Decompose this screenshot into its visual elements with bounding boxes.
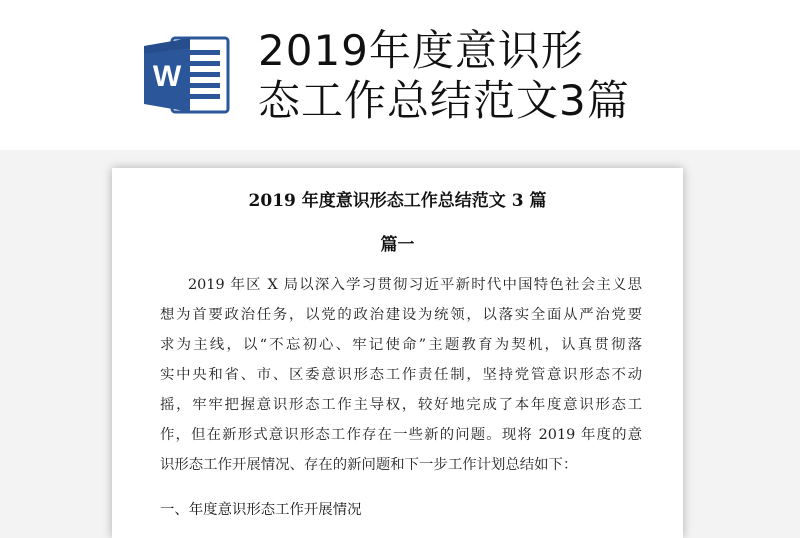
section-title: 篇一 [380,235,415,255]
document-title: 2019 年度意识形态工作总结范文 3 篇 [248,191,547,211]
word-document-icon [144,34,230,116]
paragraph-line: 求为主线，以“不忘初心、牢记使命”主题教育为契机，认真贯彻落 [160,337,642,353]
page-title-line-2: 态工作总结范文3篇 [258,76,630,125]
paragraph-line: 作，但在新形式意识形态工作存在一些新的问题。现将 2019 年度的意 [160,427,642,443]
word-icon-letter: W [152,60,182,93]
page-title [258,26,718,126]
paragraph-line: 想为首要政治任务，以党的政治建设为统领，以落实全面从严治党要 [160,307,642,323]
paragraph-line: 摇，牢牢把握意识形态工作主导权，较好地完成了本年度意识形态工 [160,397,642,413]
document-page [112,168,683,538]
subheading: 一、年度意识形态工作开展情况 [160,502,362,518]
paragraph-line: 实中央和省、市、区委意识形态工作责任制，坚持党管意识形态不动 [160,367,642,383]
paragraph-line: 识形态工作开展情况、存在的新问题和下一步工作计划总结如下： [160,457,578,473]
paragraph-line: 2019 年区 X 局以深入学习贯彻习近平新时代中国特色社会主义思 [188,277,642,293]
body-paragraph [160,270,642,480]
header-banner [0,0,800,150]
page-title-line-1: 2019年度意识形 [258,26,584,75]
